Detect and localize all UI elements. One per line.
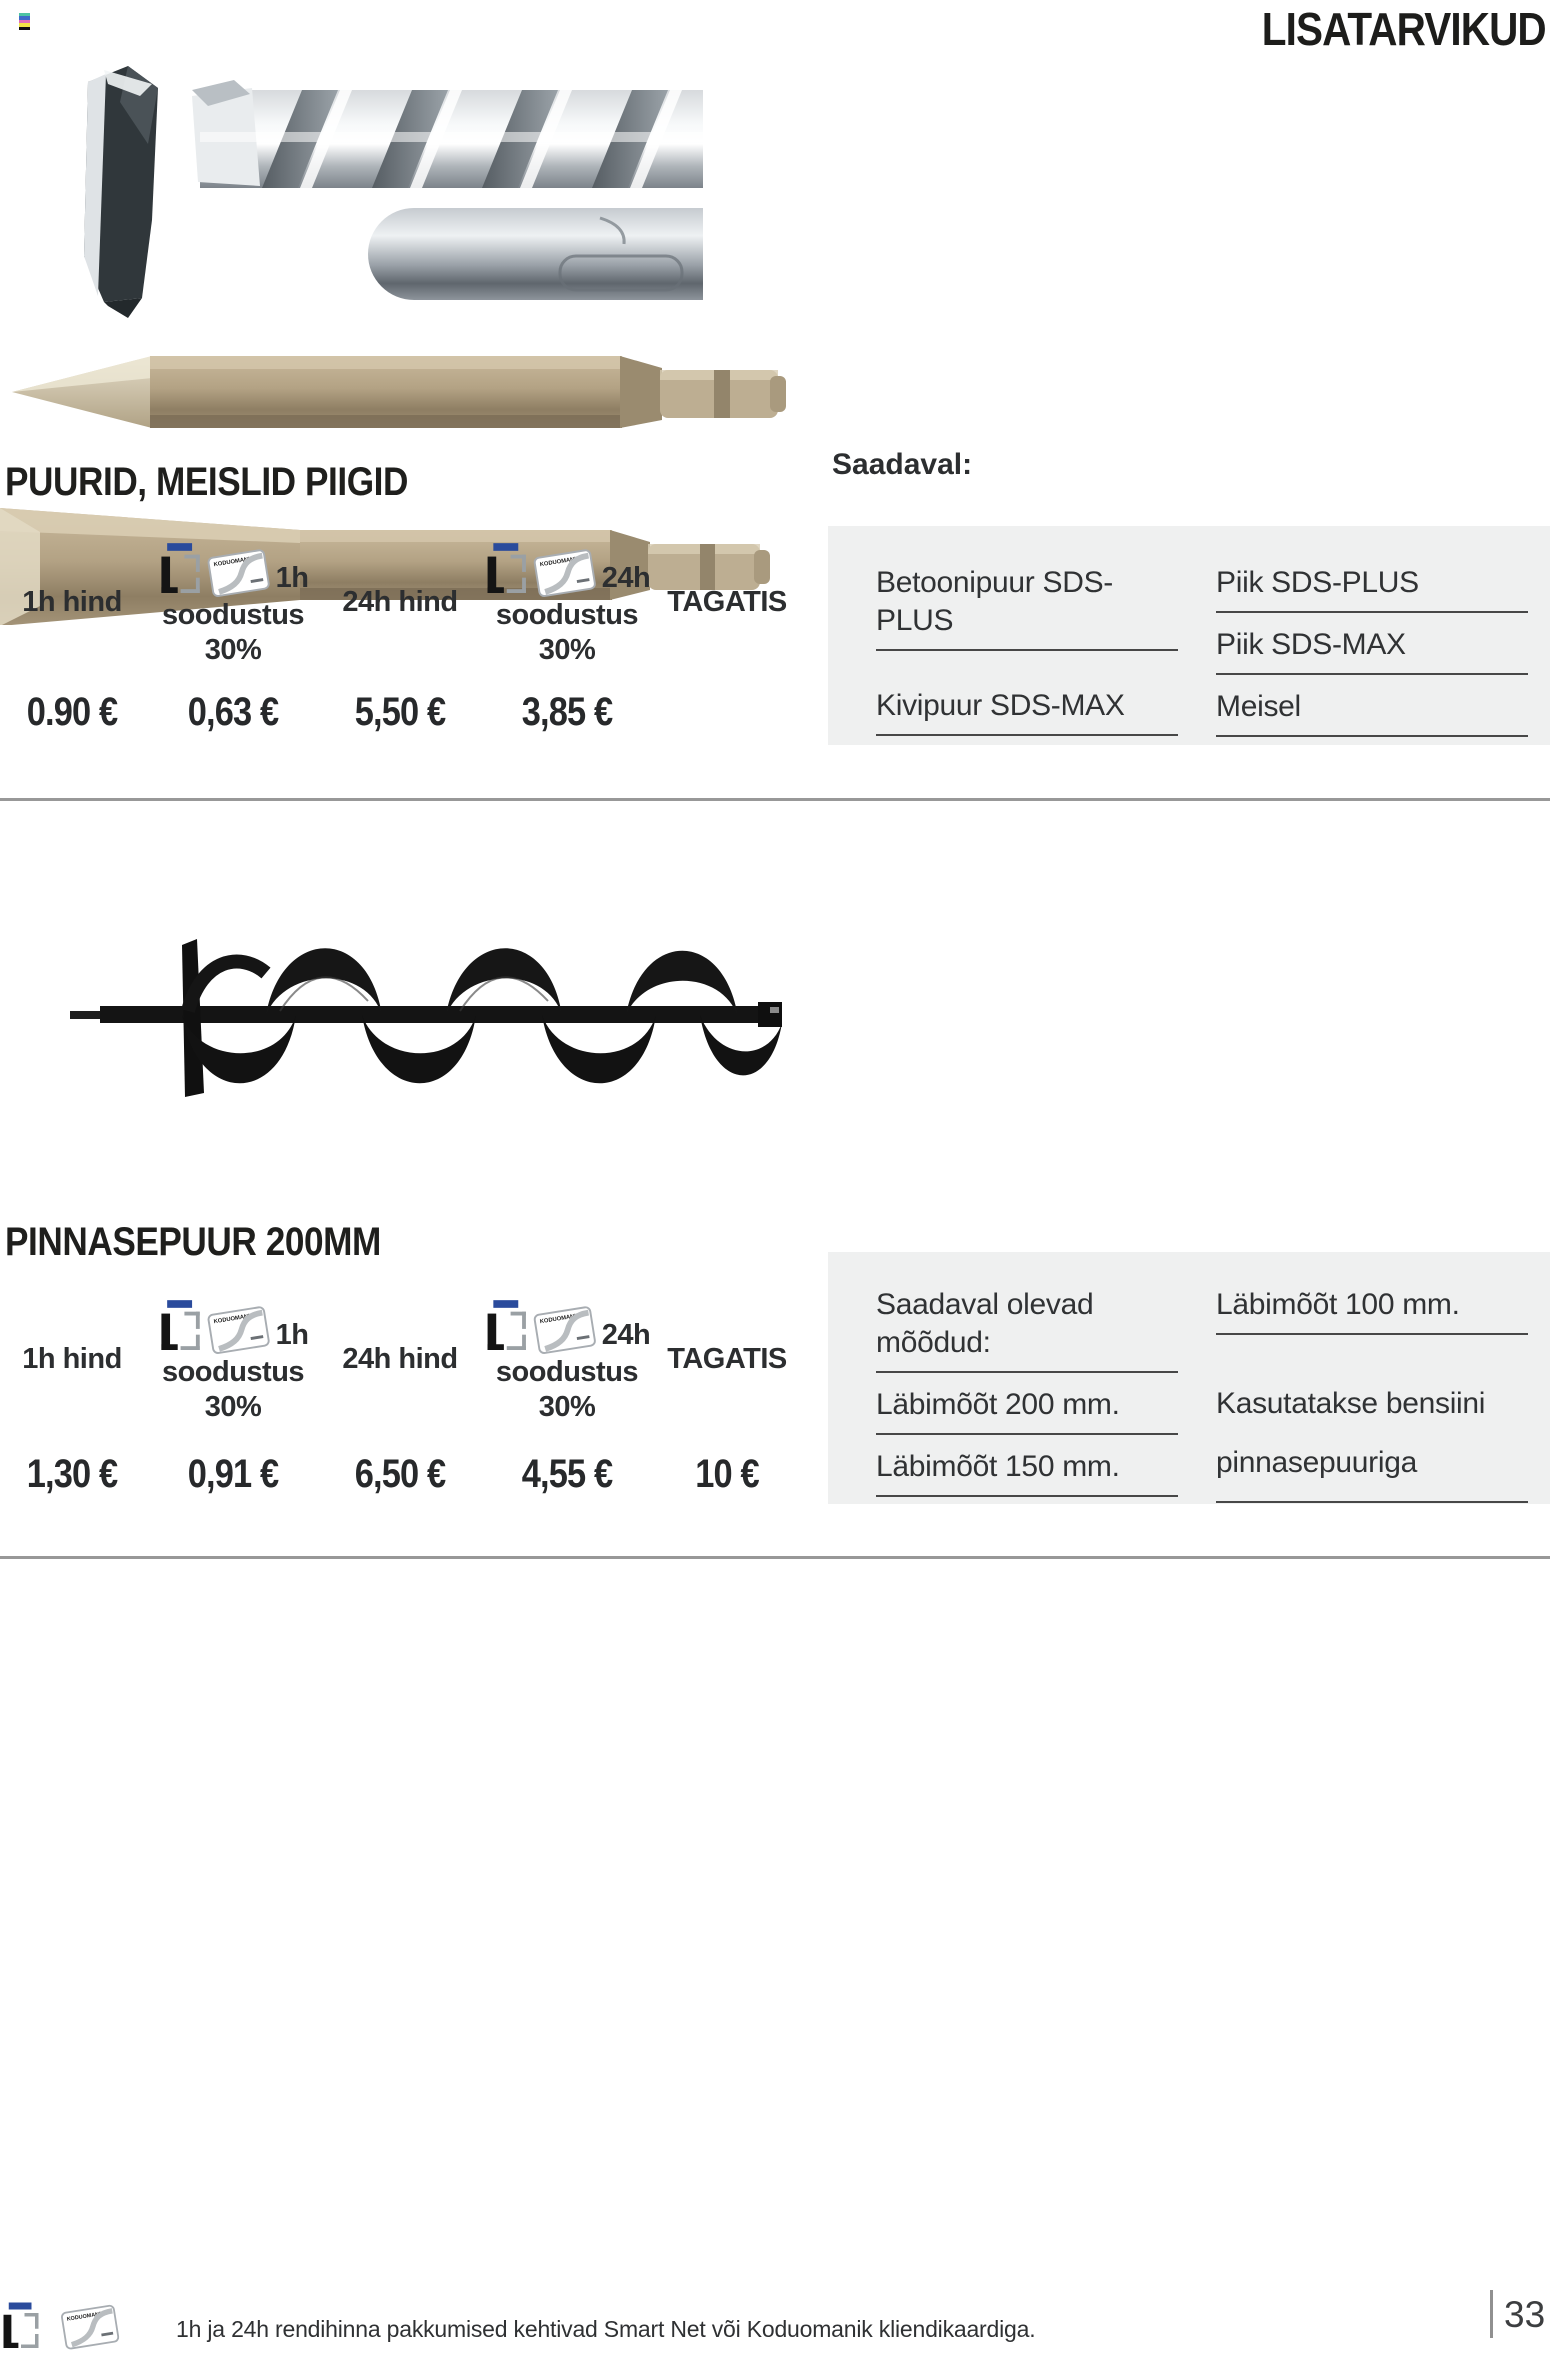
info-item: Betoonipuur SDS-PLUS <box>876 564 1178 651</box>
col-1h-hind: 1h hind <box>22 1343 122 1375</box>
soodustus-label: soodustus <box>495 599 639 631</box>
section-divider <box>0 798 1550 801</box>
col-tagatis: TAGATIS <box>667 1343 787 1375</box>
card-label: KODUOMANIK <box>213 1312 255 1326</box>
price-row-1 <box>0 690 800 750</box>
price-24h-disc: 3,85 € <box>521 690 613 734</box>
col-1h-hind: 1h hind <box>22 586 122 618</box>
sds-shank-photo <box>368 208 703 300</box>
koduomanik-card-icon <box>531 1300 600 1359</box>
price-1h-disc: 0,91 € <box>187 1452 279 1496</box>
info-item: Kivipuur SDS-MAX <box>876 687 1178 736</box>
soodustus-label: soodustus <box>495 1356 639 1388</box>
col-24h-discount <box>484 1293 650 1425</box>
card-label: KODUOMANIK <box>66 2310 105 2323</box>
price-24h-disc: 4,55 € <box>521 1452 613 1496</box>
col-24h-discount <box>484 536 650 668</box>
disc-24h-label: 24h <box>601 562 651 594</box>
smart-net-logo-icon <box>484 542 530 598</box>
page-number: 33 <box>1504 2294 1546 2335</box>
saadaval-heading: Saadaval: <box>832 448 973 481</box>
smart-net-logo-icon <box>158 542 204 598</box>
col-tagatis: TAGATIS <box>667 586 787 618</box>
col-24h-hind: 24h hind <box>342 1343 458 1375</box>
disc-24h-label: 24h <box>601 1319 651 1351</box>
card-label: KODUOMANIK <box>539 1312 581 1326</box>
price-24h: 6,50 € <box>354 1452 446 1496</box>
info-item: Läbimõõt 200 mm. <box>876 1386 1178 1435</box>
page-number-divider <box>1490 2290 1493 2338</box>
section-heading-puurid: PUURID, MEISLID PIIGID <box>5 460 408 504</box>
info-item: Läbimõõt 150 mm. <box>876 1448 1178 1497</box>
price-1h: 1,30 € <box>26 1452 118 1496</box>
koduomanik-card-icon <box>205 543 274 602</box>
sds-drill-bit-photo <box>192 80 703 188</box>
card-label: KODUOMANIK <box>213 555 255 569</box>
pointed-chisel-photo <box>12 356 786 428</box>
percent-label: 30% <box>204 634 262 666</box>
col-1h-discount <box>158 1293 309 1425</box>
percent-label: 30% <box>538 634 596 666</box>
price-1h-disc: 0,63 € <box>187 690 279 734</box>
section-heading-pinnasepuur: PINNASEPUUR 200MM <box>5 1220 381 1264</box>
koduomanik-card-icon <box>59 2300 123 2355</box>
price-24h: 5,50 € <box>354 690 446 734</box>
info-item: Läbimõõt 100 mm. <box>1216 1286 1528 1335</box>
smart-net-logo-icon <box>484 1299 530 1355</box>
smart-net-logo-icon <box>158 1299 204 1355</box>
soodustus-label: soodustus <box>161 1356 305 1388</box>
carbide-tip-photo <box>84 66 158 318</box>
price-table-header-1 <box>0 536 800 676</box>
col-1h-discount <box>158 536 309 668</box>
smart-net-logo-icon <box>0 2302 42 2352</box>
section-divider <box>0 1556 1550 1559</box>
info-item: Kasutatakse bensiini pinnasepuuriga <box>1216 1375 1528 1503</box>
info-item: Meisel <box>1216 688 1528 737</box>
price-deposit: 10 € <box>695 1452 759 1496</box>
col-24h-hind: 24h hind <box>342 586 458 618</box>
footer-note: 1h ja 24h rendihinna pakkumised kehtivad Smart Net või Koduomanik kliendikaardiga. <box>176 2316 1036 2342</box>
disc-1h-label: 1h <box>275 562 309 594</box>
print-color-bar <box>19 13 30 30</box>
disc-1h-label: 1h <box>275 1319 309 1351</box>
info-item: Piik SDS-MAX <box>1216 626 1528 675</box>
page-title: LISATARVIKUD <box>1261 3 1546 55</box>
auger-photo <box>70 915 800 1115</box>
price-table-header-2 <box>0 1293 800 1433</box>
price-1h: 0.90 € <box>26 690 118 734</box>
soodustus-label: soodustus <box>161 599 305 631</box>
info-item: Saadaval olevad mõõdud: <box>876 1286 1178 1373</box>
koduomanik-card-icon <box>531 543 600 602</box>
koduomanik-card-icon <box>205 1300 274 1359</box>
info-box-1 <box>828 526 1550 745</box>
card-label: KODUOMANIK <box>539 555 581 569</box>
info-item: Piik SDS-PLUS <box>1216 564 1528 613</box>
percent-label: 30% <box>538 1391 596 1423</box>
percent-label: 30% <box>204 1391 262 1423</box>
info-box-2 <box>828 1252 1550 1504</box>
price-row-2 <box>0 1452 800 1512</box>
